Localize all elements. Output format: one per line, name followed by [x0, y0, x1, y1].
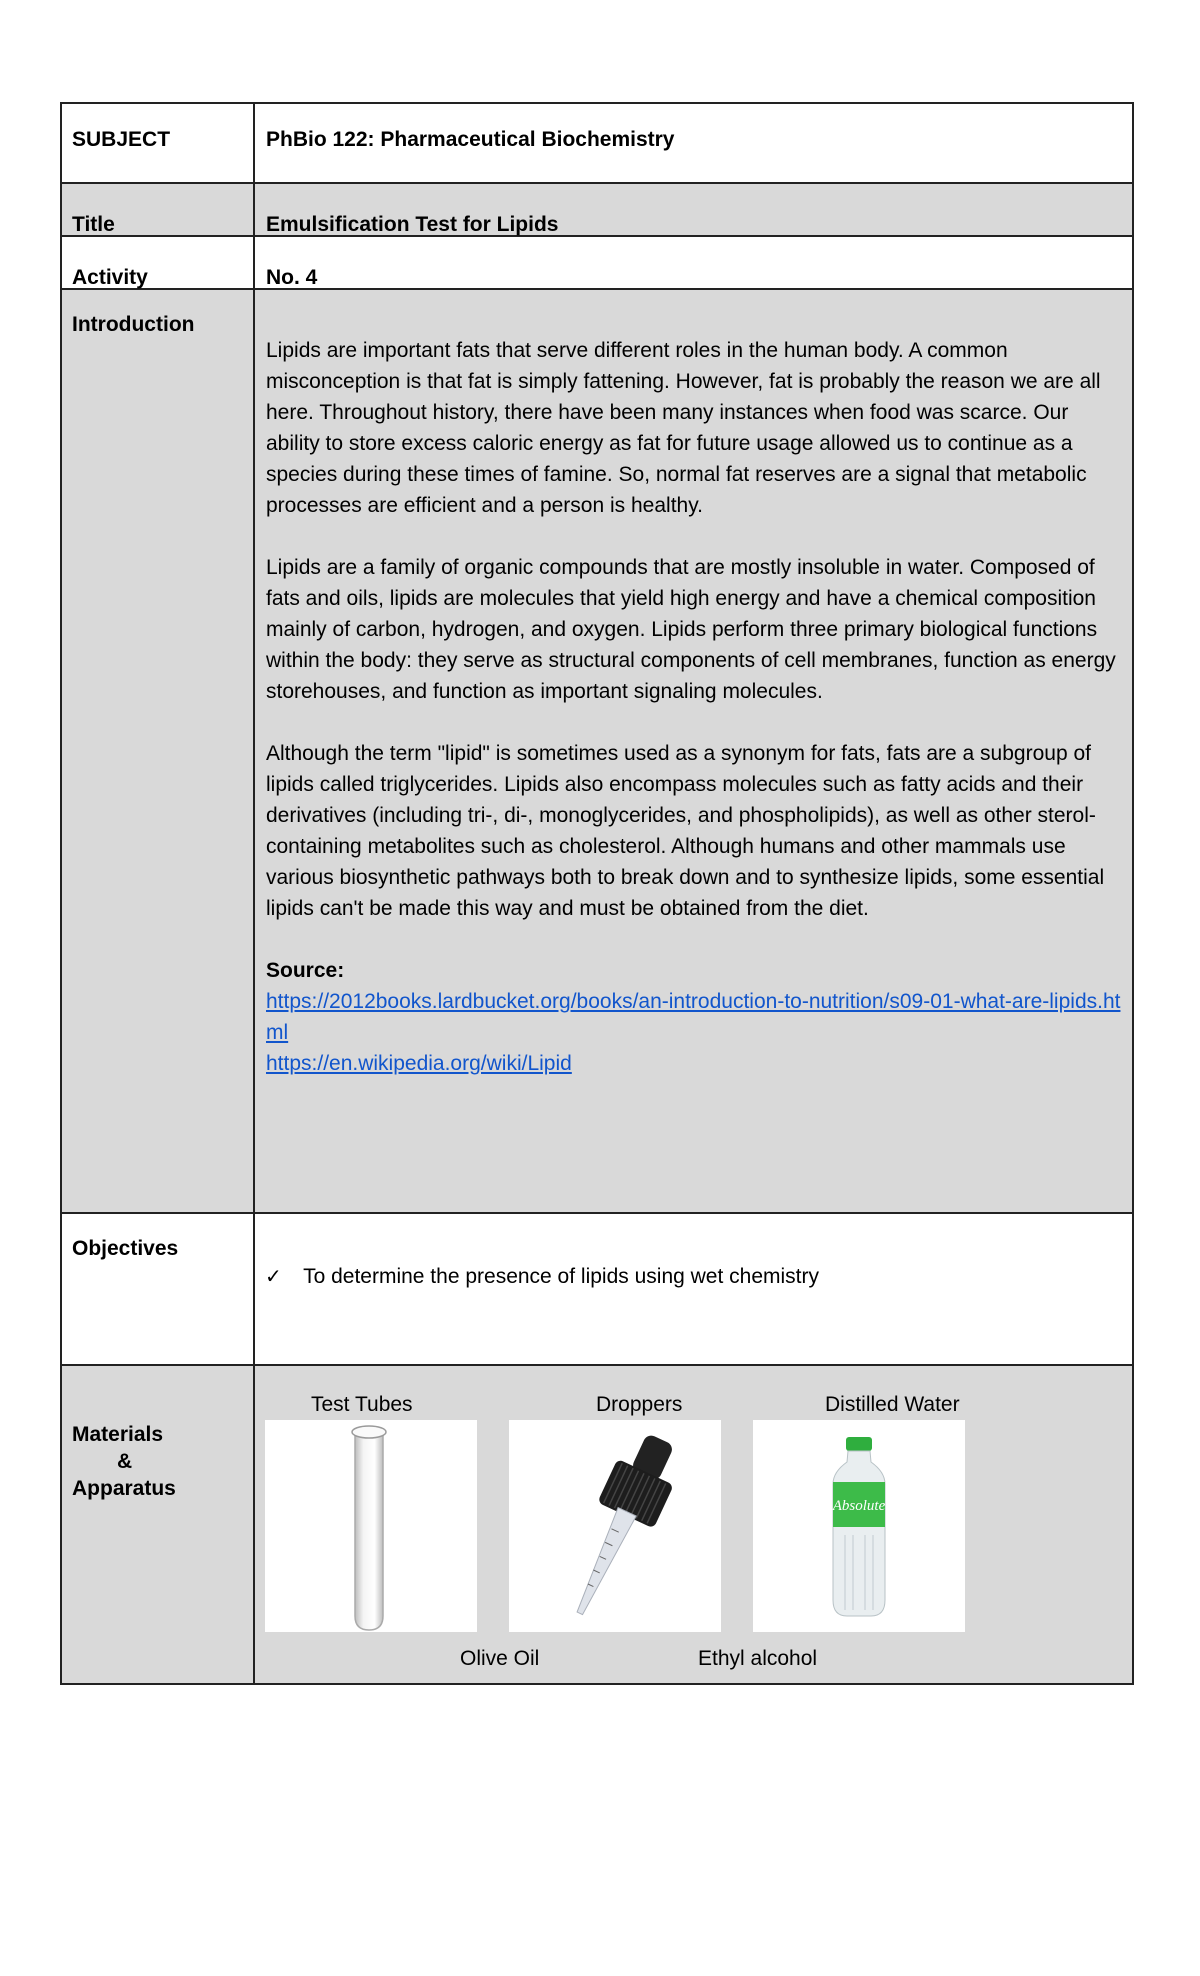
source-link-lardbucket[interactable]: https://2012books.lardbucket.org/books/an-introduction-to-nutrition/s09-01-what-are-lipids.html: [266, 990, 1121, 1044]
intro-paragraph-3: Although the term "lipid" is sometimes used as a synonym for fats, fats are a subgroup of lipids called triglycerides. Lipids also encompass molecules such as fatty acids and their derivatives (including tri-, di-, monoglycerides, and phospholipids), as well as other sterol-containing metabolites such as cholesterol. Although humans and other mammals use various biosynthetic pathways both to break down and to synthesize lipids, some essential lipids can't be made this way and must be obtained from the diet.: [266, 742, 1105, 920]
test-tube-icon: [265, 1420, 477, 1632]
materials-label-line2: &: [117, 1450, 133, 1473]
activity-sheet-table: [60, 102, 1134, 1685]
title-row: [61, 183, 1133, 236]
activity-label: Activity: [72, 266, 148, 289]
objectives-label-cell: [61, 1213, 254, 1365]
caption-droppers: Droppers: [596, 1393, 683, 1416]
activity-label-cell: [61, 236, 254, 289]
materials-gallery-cell: [254, 1365, 1133, 1684]
caption-distilled-water: Distilled Water: [825, 1393, 960, 1416]
intro-paragraph-2: Lipids are a family of organic compounds that are mostly insoluble in water. Composed of fats and oils, lipids are molecules that yield high energy and have a chemical composition mainly of carbon, hydrogen, and oxygen. Lipids perform three primary biological functions within the body: they serve as structural components of cell membranes, function as energy storehouses, and function as important signaling molecules.: [266, 556, 1116, 703]
materials-label: [72, 1421, 176, 1502]
title-value-cell: [254, 183, 1133, 236]
activity-value: No. 4: [266, 266, 318, 289]
materials-label-line1: Materials: [72, 1423, 164, 1446]
objectives-label: Objectives: [72, 1237, 179, 1260]
activity-value-cell: [254, 236, 1133, 289]
title-label-cell: [61, 183, 254, 236]
objective-item: [265, 1264, 819, 1290]
introduction-label-cell: [61, 289, 254, 1213]
introduction-body: [266, 335, 1126, 1079]
subject-label: SUBJECT: [72, 128, 171, 151]
check-icon: ✓: [265, 1266, 282, 1288]
caption-test-tubes: Test Tubes: [311, 1393, 413, 1416]
water-bottle-image: [753, 1420, 965, 1632]
activity-row: [61, 236, 1133, 289]
materials-row: [61, 1365, 1133, 1684]
introduction-label: Introduction: [72, 313, 195, 336]
objectives-row: [61, 1213, 1133, 1365]
bottle-brand-text: Absolute: [832, 1498, 886, 1514]
intro-paragraph-1: Lipids are important fats that serve different roles in the human body. A common misconception is that fat is simply fattening. However, fat is probably the reason we are all here. Throughout history, there have been many instances when food was scarce. Our ability to store excess caloric energy as fat for future usage allowed us to continue as a species during these times of famine. So, normal fat reserves are a signal that metabolic processes are efficient and a person is healthy.: [266, 339, 1101, 517]
water-bottle-icon: [753, 1420, 965, 1632]
test-tube-image: [265, 1420, 477, 1632]
materials-label-cell: [61, 1365, 254, 1684]
caption-ethyl-alcohol: Ethyl alcohol: [698, 1647, 818, 1670]
dropper-icon: [509, 1420, 721, 1632]
subject-value-cell: [254, 103, 1133, 183]
title-label: Title: [72, 213, 115, 236]
dropper-image: [509, 1420, 721, 1632]
objective-text: To determine the presence of lipids using wet chemistry: [303, 1265, 819, 1288]
source-label: Source:: [266, 959, 345, 982]
subject-row: [61, 103, 1133, 183]
subject-value: PhBio 122: Pharmaceutical Biochemistry: [266, 128, 675, 151]
caption-olive-oil: Olive Oil: [460, 1647, 540, 1670]
materials-label-line3: Apparatus: [72, 1477, 176, 1500]
objectives-list-cell: [254, 1213, 1133, 1365]
title-value: Emulsification Test for Lipids: [266, 213, 559, 236]
subject-label-cell: [61, 103, 254, 183]
source-link-wikipedia[interactable]: https://en.wikipedia.org/wiki/Lipid: [266, 1052, 572, 1075]
introduction-row: [61, 289, 1133, 1213]
introduction-body-cell: [254, 289, 1133, 1213]
